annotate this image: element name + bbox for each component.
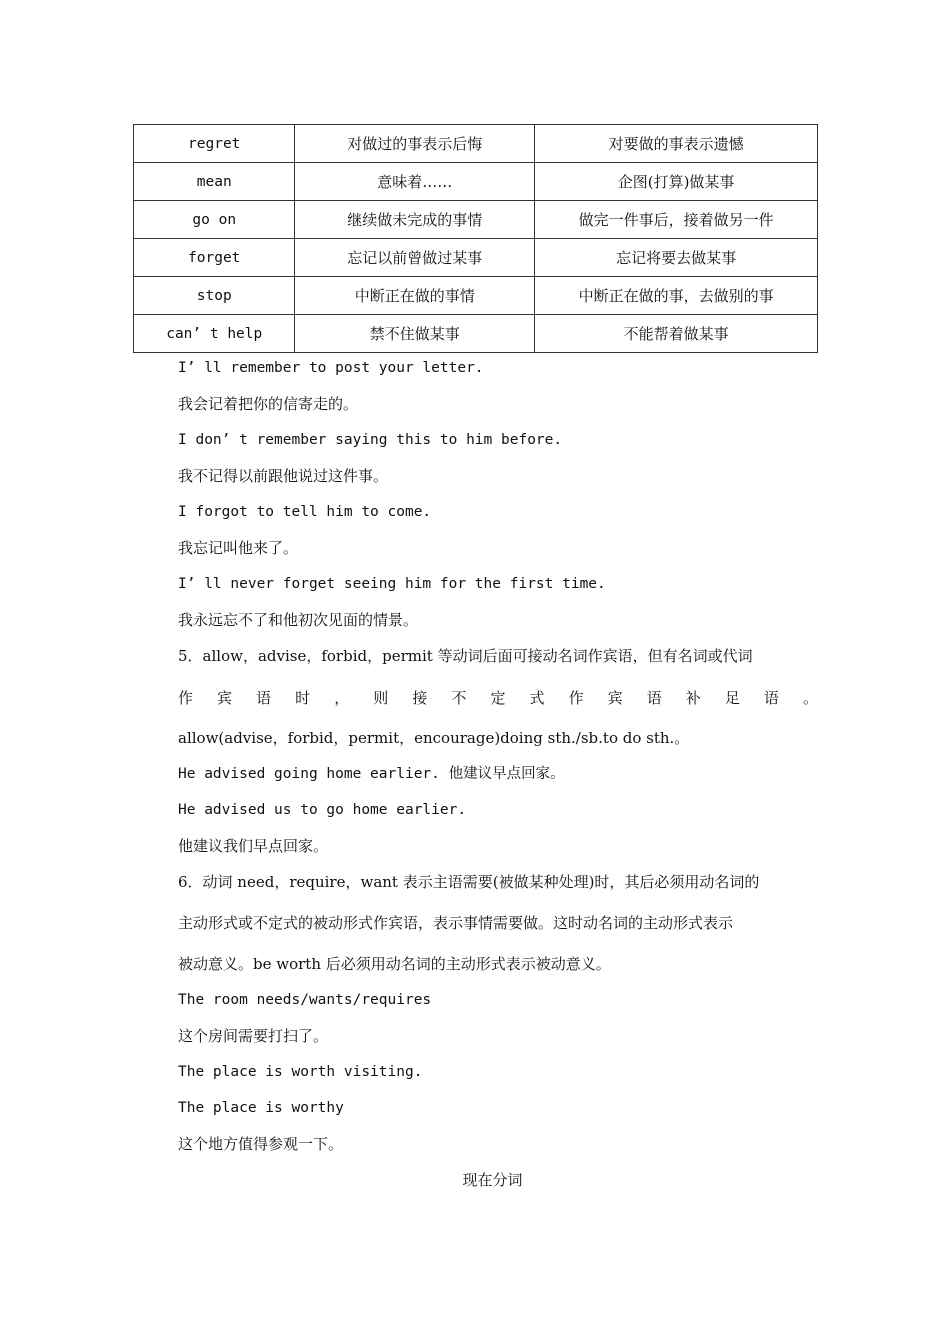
example-sentence-en: I don’ t remember saying this to him before. — [178, 432, 563, 448]
rule-6-text: 6．动词 need，require，want 表示主语需要(被做某种处理)时，其后必须用动名词的 — [178, 873, 760, 891]
gerund-meaning-cell: 对做过的事表示后悔 — [295, 125, 535, 163]
example-sentence-zh: 这个房间需要打扫了。 — [178, 1027, 329, 1045]
example-sentence-en: The place is worth visiting. — [178, 1064, 423, 1080]
gerund-meaning-cell: 意味着…… — [295, 163, 535, 201]
infinitive-meaning-cell: 企图(打算)做某事 — [535, 163, 818, 201]
example-sentence-zh: 我会记着把你的信寄走的。 — [178, 395, 359, 413]
verb-cell: can’ t help — [134, 315, 295, 353]
example-sentence-en: He advised us to go home earlier. — [178, 802, 467, 818]
example-sentence-zh: 他建议我们早点回家。 — [178, 837, 329, 855]
verb-cell: stop — [134, 277, 295, 315]
table-row — [134, 201, 818, 239]
table-row — [134, 239, 818, 277]
section-heading: 现在分词 — [462, 1171, 523, 1189]
example-sentence-en: He advised going home earlier. 他建议早点回家。 — [178, 766, 565, 782]
infinitive-meaning-cell: 忘记将要去做某事 — [535, 239, 818, 277]
verb-cell: regret — [134, 125, 295, 163]
rule-6-text-continued: 被动意义。be worth 后必须用动名词的主动形式表示被动意义。 — [178, 955, 611, 973]
example-sentence-en: I’ ll remember to post your letter. — [178, 360, 484, 376]
infinitive-meaning-cell: 不能帮着做某事 — [535, 315, 818, 353]
infinitive-meaning-cell: 对要做的事表示遗憾 — [535, 125, 818, 163]
example-sentence-en: The room needs/wants/requires — [178, 992, 432, 1008]
table-row — [134, 315, 818, 353]
verb-cell: go on — [134, 201, 295, 239]
example-sentence-zh: 我不记得以前跟他说过这件事。 — [178, 467, 389, 485]
table-row — [134, 125, 818, 163]
rule-5-pattern: allow(advise，forbid，permit，encourage)doing sth./sb.to do sth.。 — [178, 729, 690, 747]
example-sentence-en: I’ ll never forget seeing him for the first time. — [178, 576, 606, 592]
verb-cell: mean — [134, 163, 295, 201]
table-row — [134, 277, 818, 315]
infinitive-meaning-cell: 做完一件事后，接着做另一件 — [535, 201, 818, 239]
verb-comparison-table — [133, 124, 818, 353]
example-sentence-zh: 我永远忘不了和他初次见面的情景。 — [178, 611, 419, 629]
example-sentence-en: The place is worthy — [178, 1100, 344, 1116]
infinitive-meaning-cell: 中断正在做的事，去做别的事 — [535, 277, 818, 315]
example-sentence-zh: 这个地方值得参观一下。 — [178, 1135, 344, 1153]
gerund-meaning-cell: 继续做未完成的事情 — [295, 201, 535, 239]
rule-5-text-continued: 作 宾 语 时 ， 则 接 不 定 式 作 宾 语 补 足 语 。 — [178, 689, 818, 707]
gerund-meaning-cell: 中断正在做的事情 — [295, 277, 535, 315]
example-sentence-zh: 我忘记叫他来了。 — [178, 539, 299, 557]
example-sentence-en: I forgot to tell him to come. — [178, 504, 432, 520]
gerund-meaning-cell: 忘记以前曾做过某事 — [295, 239, 535, 277]
rule-6-text-continued: 主动形式或不定式的被动形式作宾语，表示事情需要做。这时动名词的主动形式表示 — [178, 914, 734, 932]
gerund-meaning-cell: 禁不住做某事 — [295, 315, 535, 353]
rule-5-text: 5．allow，advise，forbid，permit 等动词后面可接动名词作宾语，但有名词或代词 — [178, 647, 753, 665]
verb-cell: forget — [134, 239, 295, 277]
table-row — [134, 163, 818, 201]
